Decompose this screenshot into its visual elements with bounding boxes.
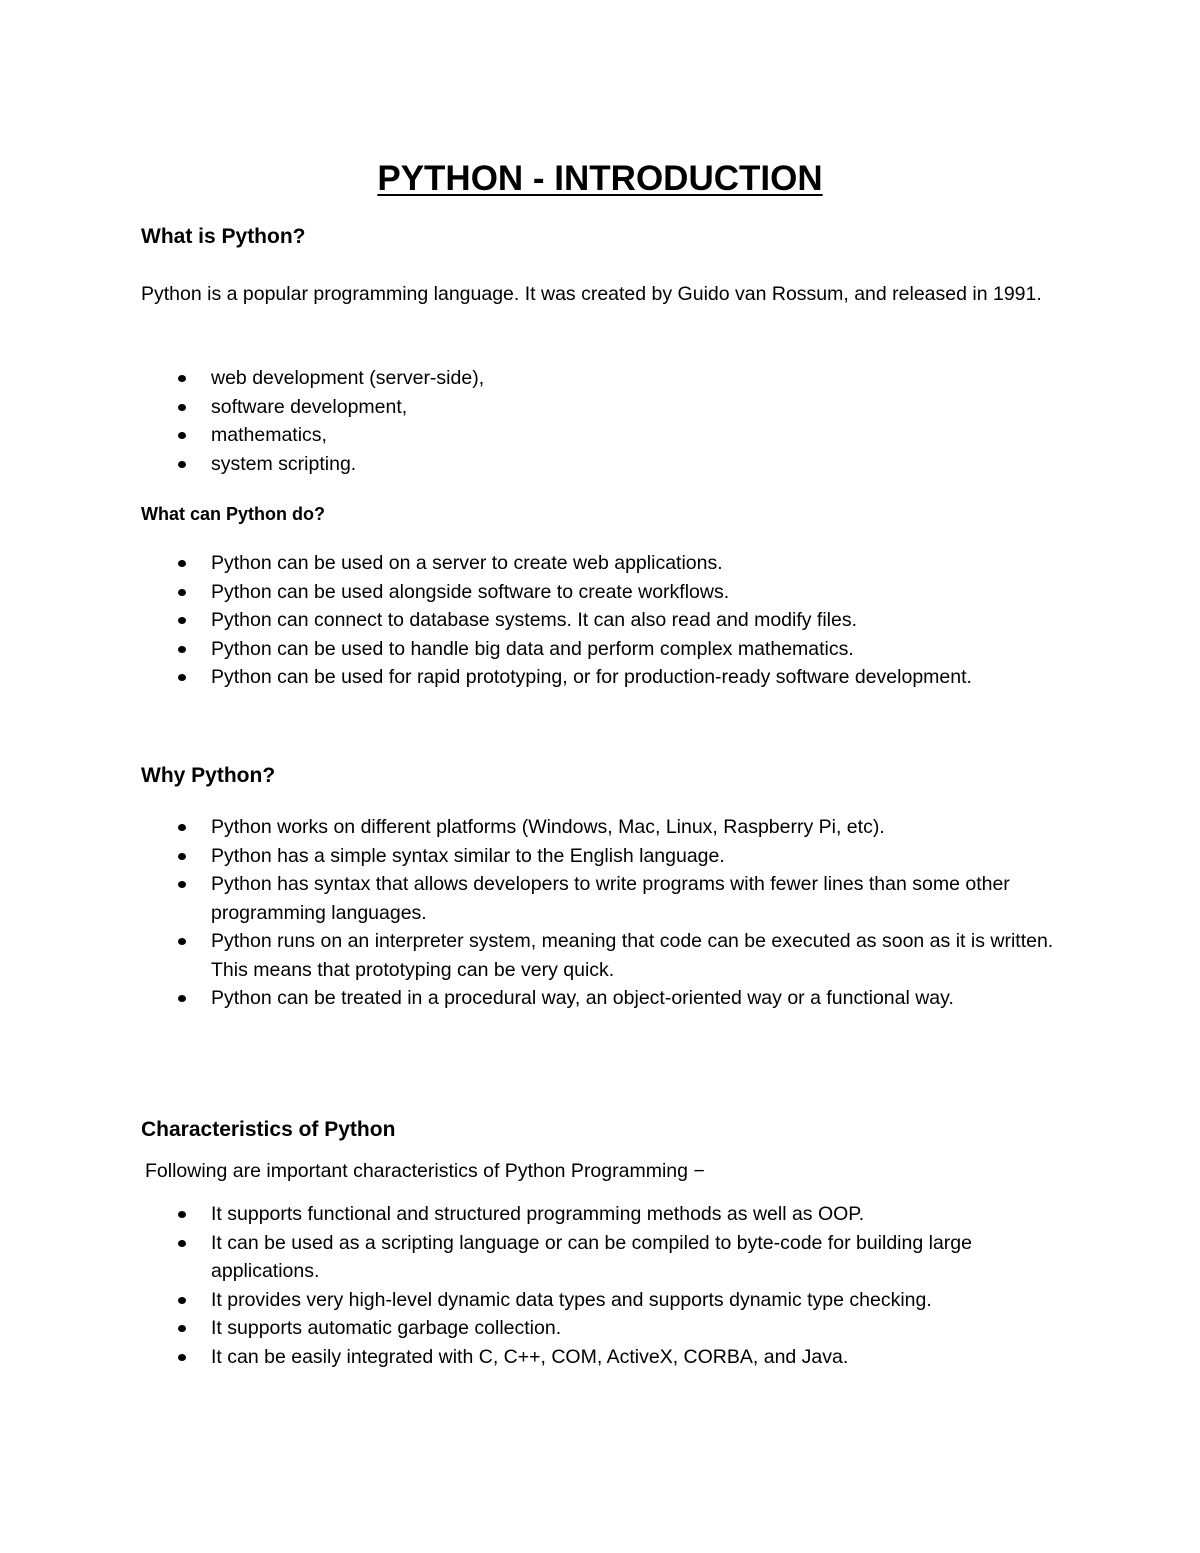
document-title: PYTHON - INTRODUCTION — [377, 159, 823, 198]
capabilities-list — [141, 549, 1071, 692]
list-item-text: It provides very high-level dynamic data types and supports dynamic type checking. — [211, 1288, 932, 1311]
bullet-icon — [178, 881, 186, 888]
list-item — [141, 635, 1071, 664]
list-item — [141, 549, 1071, 578]
heading-why-python: Why Python? — [141, 764, 276, 787]
list-item-text: system scripting. — [211, 452, 357, 475]
bullet-icon — [178, 853, 186, 860]
list-item — [141, 1229, 1071, 1286]
characteristics-intro: Following are important characteristics of Python Programming − — [145, 1160, 705, 1182]
list-item — [141, 663, 1071, 692]
list-item-text: Python can connect to database systems. It can also read and modify files. — [211, 609, 858, 631]
reasons-list — [141, 813, 1071, 1013]
list-item — [141, 421, 1071, 450]
bullet-icon — [178, 560, 186, 567]
list-item — [141, 813, 1071, 842]
list-item — [141, 393, 1071, 422]
bullet-icon — [178, 938, 186, 945]
list-item — [141, 842, 1071, 871]
list-item — [141, 984, 1071, 1013]
characteristics-list — [141, 1200, 1071, 1371]
list-item — [141, 450, 1071, 479]
list-item-text: software development, — [211, 395, 408, 418]
bullet-icon — [178, 461, 186, 468]
bullet-icon — [178, 646, 186, 653]
list-item-text: Python can be used for rapid prototyping, or for production-ready software development. — [211, 666, 972, 688]
list-item-text: Python runs on an interpreter system, meaning that code can be executed as soon as it is written. This means that prototyping can be very quick. — [211, 930, 1054, 981]
heading-characteristics: Characteristics of Python — [141, 1118, 396, 1141]
list-item — [141, 1343, 1071, 1372]
bullet-icon — [178, 824, 186, 831]
bullet-icon — [178, 1354, 186, 1361]
bullet-icon — [178, 404, 186, 411]
bullet-icon — [178, 995, 186, 1002]
heading-what-is-python: What is Python? — [141, 225, 306, 248]
list-item — [141, 927, 1071, 984]
list-item-text: It can be easily integrated with C, C++, COM, ActiveX, CORBA, and Java. — [211, 1345, 849, 1368]
bullet-icon — [178, 1325, 186, 1332]
list-item — [141, 578, 1071, 607]
list-item-text: Python works on different platforms (Windows, Mac, Linux, Raspberry Pi, etc). — [211, 816, 885, 838]
list-item-text: web development (server-side), — [211, 367, 485, 389]
bullet-icon — [178, 1297, 186, 1304]
list-item — [141, 1200, 1071, 1229]
list-item — [141, 606, 1071, 635]
list-item-text: Python can be treated in a procedural way, an object-oriented way or a functional way. — [211, 987, 954, 1009]
uses-list — [141, 364, 1071, 478]
intro-paragraph: Python is a popular programming language. It was created by Guido van Rossum, and released in 1991. — [141, 283, 1042, 305]
list-item — [141, 870, 1071, 927]
list-item — [141, 1286, 1071, 1315]
bullet-icon — [178, 589, 186, 596]
list-item-text: Python can be used alongside software to create workflows. — [211, 580, 730, 603]
list-item-text: It supports automatic garbage collection. — [211, 1317, 562, 1339]
list-item-text: Python can be used to handle big data and perform complex mathematics. — [211, 637, 854, 660]
list-item — [141, 1314, 1071, 1343]
bullet-icon — [178, 674, 186, 681]
list-item-text: mathematics, — [211, 424, 327, 446]
heading-what-can-python-do: What can Python do? — [141, 504, 325, 524]
list-item-text: Python has syntax that allows developers to write programs with fewer lines than some other programming languages. — [211, 873, 1010, 924]
bullet-icon — [178, 617, 186, 624]
bullet-icon — [178, 375, 186, 382]
list-item-text: It supports functional and structured programming methods as well as OOP. — [211, 1203, 865, 1225]
list-item-text: Python has a simple syntax similar to the English language. — [211, 844, 725, 867]
bullet-icon — [178, 432, 186, 439]
list-item-text: It can be used as a scripting language or can be compiled to byte-code for building large applications. — [211, 1231, 972, 1282]
list-item — [141, 364, 1071, 393]
bullet-icon — [178, 1240, 186, 1247]
list-item-text: Python can be used on a server to create web applications. — [211, 552, 723, 574]
bullet-icon — [178, 1211, 186, 1218]
